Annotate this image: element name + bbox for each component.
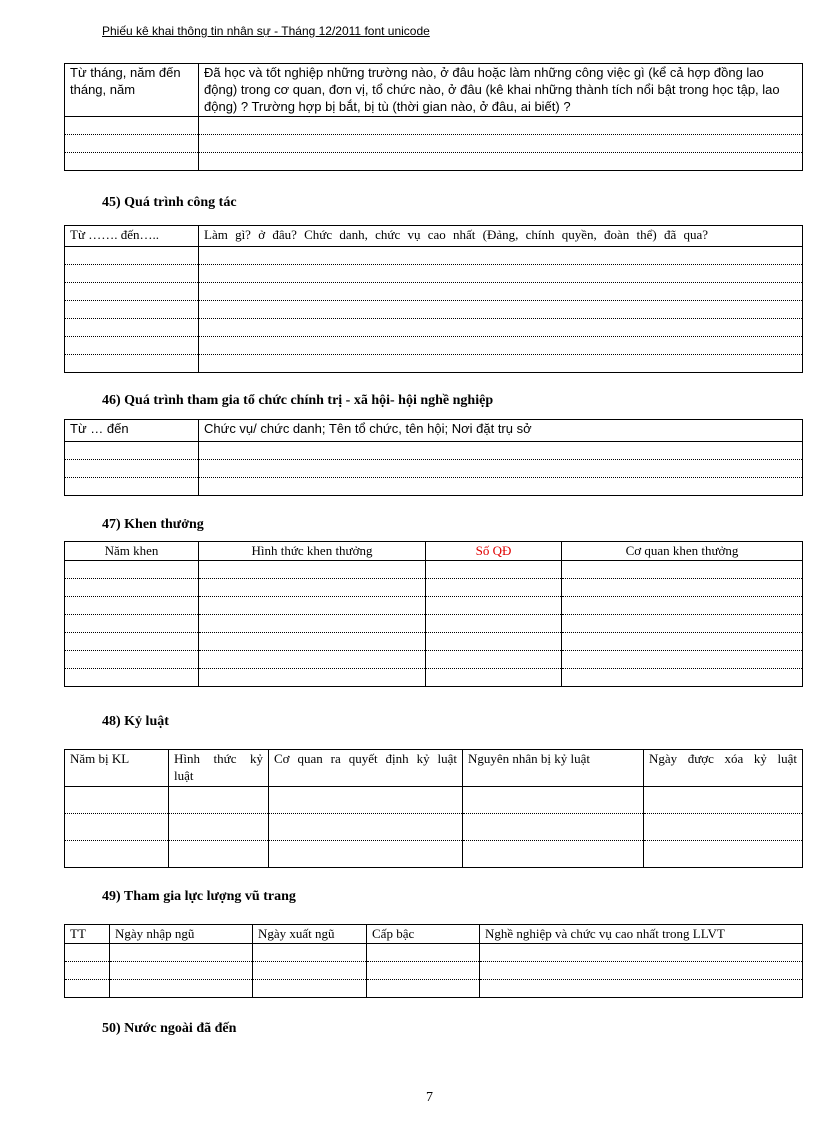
col-deciding-body-header: Cơ quan ra quyết định kỷ luật [269, 750, 463, 787]
section-46-title: 46) Quá trình tham gia tổ chức chính trị - xã hội- hội nghề nghiệp [102, 393, 494, 408]
table-row [65, 319, 803, 337]
col-reason-header: Nguyên nhân bị kỷ luật [463, 750, 644, 787]
section-48-title: 48) Kỷ luật [102, 714, 169, 729]
table-row [65, 117, 803, 135]
table-row [65, 841, 803, 868]
discipline-table [64, 749, 803, 868]
table-row [65, 478, 803, 496]
table-header-row [65, 542, 803, 561]
table-header-row [65, 420, 803, 442]
section-50-title: 50) Nước ngoài đã đến [102, 1021, 237, 1036]
table-row [65, 135, 803, 153]
table-row [65, 579, 803, 597]
col-period-header: Từ … đến [65, 420, 199, 442]
col-year-header: Năm khen [65, 542, 199, 561]
table-row [65, 980, 803, 998]
table-row [65, 153, 803, 171]
col-award-type-header: Hình thức khen thưởng [199, 542, 426, 561]
organization-table [64, 419, 803, 496]
table-row [65, 944, 803, 962]
col-discipline-type-header: Hình thức kỷ luật [169, 750, 269, 787]
table-header-row [65, 925, 803, 944]
awards-table [64, 541, 803, 687]
col-position-header: Làm gì? ở đâu? Chức danh, chức vụ cao nhất (Đảng, chính quyền, đoàn thể) đã qua? [199, 226, 803, 247]
section-45-title: 45) Quá trình công tác [102, 195, 237, 210]
table-header-row [65, 750, 803, 787]
table-row [65, 787, 803, 814]
table-row [65, 301, 803, 319]
col-enlist-date-header: Ngày nhập ngũ [110, 925, 253, 944]
section-49-title: 49) Tham gia lực lượng vũ trang [102, 889, 296, 904]
table-row [65, 597, 803, 615]
military-service-table [64, 924, 803, 998]
table-row [65, 283, 803, 301]
col-discharge-date-header: Ngày xuất ngũ [253, 925, 367, 944]
table-row [65, 615, 803, 633]
col-awarding-body-header: Cơ quan khen thưởng [562, 542, 803, 561]
col-period-header: Từ ……. đến….. [65, 226, 199, 247]
education-work-table [64, 63, 803, 171]
col-removal-date-header: Ngày được xóa kỷ luật [644, 750, 803, 787]
col-position-header: Nghề nghiệp và chức vụ cao nhất trong LLVT [480, 925, 803, 944]
col-decision-number-header: Số QĐ [426, 542, 562, 561]
section-47-title: 47) Khen thưởng [102, 517, 204, 532]
col-year-header: Năm bị KL [65, 750, 169, 787]
document-header: Phiếu kê khai thông tin nhân sự - Tháng 12/2011 font unicode [102, 24, 430, 38]
table-row [65, 669, 803, 687]
col-number-header: TT [65, 925, 110, 944]
work-history-table [64, 225, 803, 373]
table-row [65, 651, 803, 669]
table-row [65, 962, 803, 980]
table-row [65, 265, 803, 283]
table-header-row [65, 226, 803, 247]
page-number: 7 [426, 1090, 433, 1105]
table-row [65, 561, 803, 579]
table-row [65, 814, 803, 841]
table-row [65, 247, 803, 265]
col-period-header: Từ tháng, năm đến tháng, năm [65, 64, 199, 117]
table-header-row [65, 64, 803, 117]
col-organization-header: Chức vụ/ chức danh; Tên tổ chức, tên hội; Nơi đặt trụ sở [199, 420, 803, 442]
table-row [65, 355, 803, 373]
table-row [65, 633, 803, 651]
table-row [65, 337, 803, 355]
col-details-header: Đã học và tốt nghiệp những trường nào, ở đâu hoặc làm những công việc gì (kể cả hợp đồng lao động) trong cơ quan, đơn vị, tổ chức nào, ở đâu (kê khai những thành tích nổi bật trong học tập, lao động) ? Trường hợp bị bắt, bị tù (thời gian nào, ở đâu, ai biết) ? [199, 64, 803, 117]
table-row [65, 460, 803, 478]
table-row [65, 442, 803, 460]
col-rank-header: Cấp bậc [367, 925, 480, 944]
